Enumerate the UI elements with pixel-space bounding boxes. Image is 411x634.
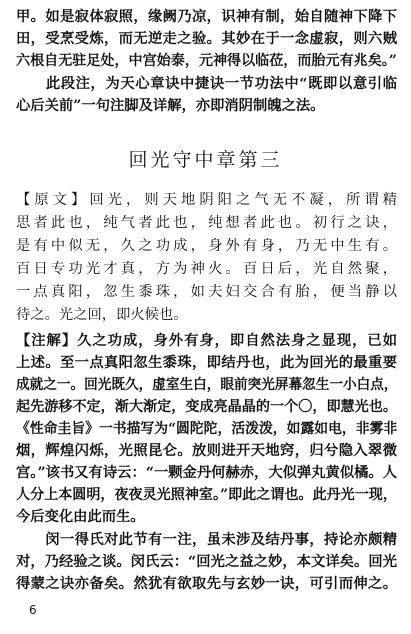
text-line: 今后变化由此而生。 (16, 509, 145, 525)
page-number: 6 (29, 603, 37, 617)
text-line: 一点真阳，忽生黍珠，如夫妇交合有胎，便当静以 (16, 284, 397, 300)
text-line: 烟，辉煌闪烁，光照昆仑。放则进开天地窍，归兮隐入翠微 (16, 443, 397, 459)
text-line: 人分上本圆明，夜夜灵光照神室。”即此之谓也。此丹光一现， (16, 487, 397, 503)
text-line: 对，乃经验之谈。闵氏云：“回光之益之妙，本文详矣。回光 (16, 554, 397, 570)
text-line: 得蒙之诀亦备矣。然犹有欲取先与玄妙一诀，可引而伸之。 (16, 576, 397, 592)
text-line: 【原文】回光，则天地阴阳之气无不凝，所谓精 (16, 192, 397, 208)
text-line: 闵一得氏对此节有一注，虽未涉及结丹事，持论亦颇精 (16, 532, 397, 548)
text-line: 此段注，为天心章诀中捷诀一节功法中“既即以意引临 (16, 76, 397, 92)
chapter-title: 回光守中章第三 (128, 149, 283, 171)
text-line: 甲。如是寂体寂照，缘阙乃凉，识神有制，始自随神下降下 (16, 9, 397, 25)
text-line: 是有中似无，久之功成，身外有身，乃无中生有。 (16, 238, 397, 254)
text-line: 上述。至一点真阳忽生黍珠，即结丹也，此为回光的最重要 (16, 355, 397, 371)
text-line: 待之。光之回，即火候也。 (16, 307, 188, 323)
text-line: 思者此也，纯气者此也，纯想者此也。初行之诀， (16, 215, 397, 231)
text-line: 百日专功光才真，方为神火。百日后，光自然聚， (16, 261, 397, 277)
text-line: 心后关前”一句注脚及详解，亦即消阴制魄之法。 (16, 98, 325, 114)
text-line: 六根自无驻足处，中宫始泰，元神得以临莅，而胎元有兆矣。” (16, 53, 397, 69)
text-line: 《性命圭旨》一书描写为“圆陀陀，活泼泼，如露如电，非雾非 (16, 421, 398, 437)
text-line: 宫。”该书又有诗云：“一颗金丹何赫赤，大似弹丸黄似橘。人 (16, 465, 398, 481)
text-line: 起先游移不定，渐大渐定，变成亮晶晶的一个〇，即慧光也。 (16, 399, 397, 415)
text-line: 田，受烹受炼，而无逆走之验。其妙在于一念虚寂，则六贼 (16, 31, 397, 47)
text-line: 成就之一。回光既久，虚室生白，眼前突光屏幕忽生一小白点， (16, 377, 398, 393)
text-line: 【注解】久之功成，身外有身，即自然法身之显现，已如 (16, 333, 397, 349)
